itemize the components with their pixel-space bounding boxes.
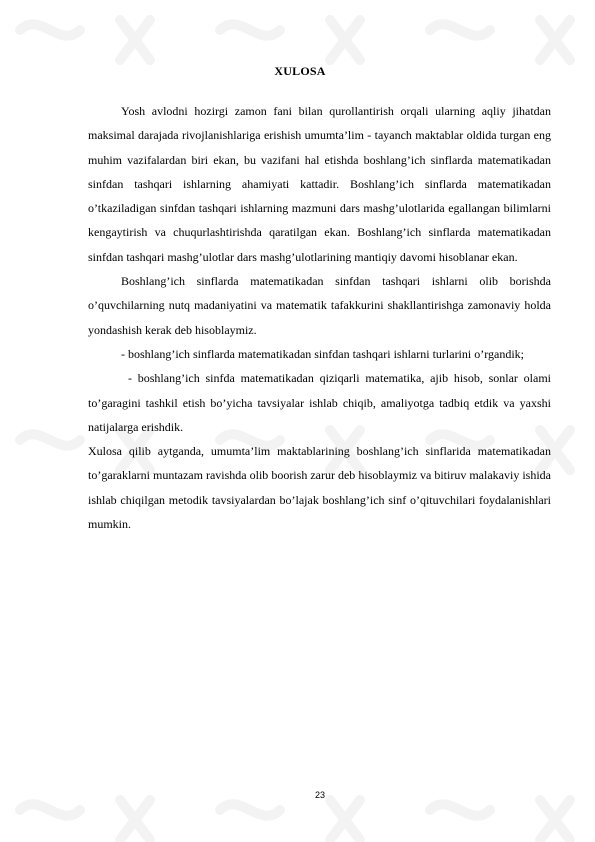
paragraph-approach: Boshlang’ich sinflarda matematikadan sinfdan tashqari ishlarni olib borishda o’quvchilarning nutq madaniyatini va matematik tafakkurini shakllantirishga zamonaviy holda yondashish kerak deb hisoblaymiz. [88, 274, 551, 337]
page-number: 23 [314, 790, 325, 800]
list-item: - boshlang’ich sinflarda matematikadan sinfdan tashqari ishlarni turlarini o’rgandik; [121, 346, 524, 361]
list-item: - boshlang’ich sinfda matematikadan qiziqarli matematika, ajib hisob, sonlar olami to’garagini tashkil etish bo’yicha tavsiyalar ishlab chiqib, amaliyotga tadbiq etdik va yaxshi natijalarga erishdik. [88, 371, 551, 434]
paragraph-intro: Yosh avlodni hozirgi zamon fani bilan qurollantirish orqali ularning aqliy jihatdan maksimal darajada rivojlanishlariga erishish umumta’lim - tayanch maktablar oldida turgan eng muhim vazifalardan biri ekan, bu vazifani hal etishda boshlang’ich sinflarda matematikadan sinfdan tashqari ishlarning ahamiyati kattadir. Boshlang’ich sinflarda matematikadan o’tkaziladigan sinfdan tashqari ishlarning mazmuni dars mashg’ulotlarida egallangan bilimlarni kengaytirish va chuqurlashtirishda qaratilgan ekan. Boshlang’ich sinflarda matematikadan sinfdan tashqari mashg’ulotlar dars mashg’ulotlarining mantiqiy davomi hisoblanar ekan. [88, 104, 551, 264]
paragraph-conclusion: Xulosa qilib aytganda, umumta’lim maktablarining boshlang’ich sinflarida matematikadan to’garaklarni muntazam ravishda olib boorish zarur deb hisoblaymiz va bitiruv malakaviy ishida ishlab chiqilgan metodik tavsiyalardan bo’lajak boshlang’ich sinf o’qituvchilari foydalanishlari mumkin. [88, 444, 551, 532]
document-body [88, 99, 551, 536]
document-title: XULOSA [274, 64, 326, 78]
